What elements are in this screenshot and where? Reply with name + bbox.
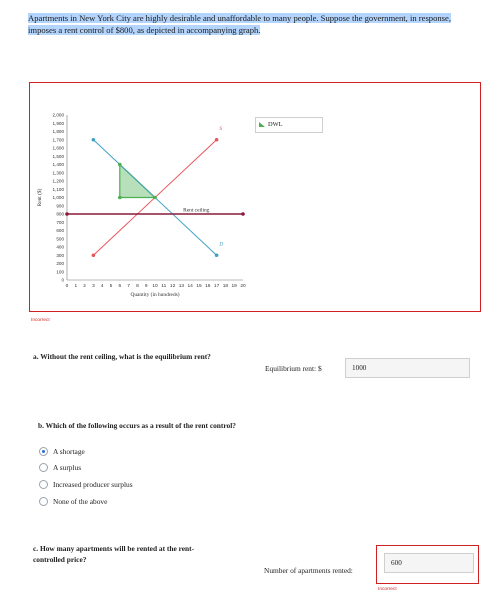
radio-selected-icon[interactable] — [39, 447, 48, 456]
x-tick-label: 11 — [161, 284, 167, 289]
x-tick-label: 16 — [205, 284, 211, 289]
y-axis-label: Rent ($) — [37, 188, 43, 207]
apartments-rented-label: Number of apartments rented: — [264, 566, 353, 575]
y-tick-label: 2,000 — [52, 112, 64, 118]
y-tick-label: 1,300 — [52, 170, 64, 176]
x-tick-label: 1 — [74, 284, 78, 289]
graph-panel — [29, 82, 481, 312]
x-tick-label: 8 — [136, 284, 139, 289]
x-tick-label: 13 — [178, 284, 185, 289]
x-tick-label: 7 — [127, 284, 130, 289]
y-tick-label: 100 — [56, 269, 64, 275]
y-tick-label: 1,800 — [52, 129, 64, 135]
x-tick-label: 17 — [213, 284, 220, 289]
x-tick-label: 4 — [100, 284, 104, 289]
y-tick-label: 700 — [56, 219, 64, 225]
y-tick-label: 200 — [56, 261, 64, 267]
data-point — [241, 212, 245, 216]
data-point — [215, 253, 219, 257]
option-none-of-the-above[interactable]: None of the above — [39, 496, 107, 508]
x-tick-label: 15 — [196, 284, 202, 289]
option-shortage[interactable]: A shortage — [39, 446, 85, 458]
rent-ceiling-label: Rent ceiling — [183, 207, 210, 214]
y-tick-label: 1,700 — [52, 137, 64, 143]
apartments-rented-input[interactable]: 600 — [384, 553, 474, 573]
x-tick-label: 9 — [144, 284, 148, 289]
graph-feedback: Incorrect — [31, 318, 50, 323]
data-point — [118, 196, 122, 200]
y-tick-label: 800 — [56, 211, 64, 217]
y-tick-label: 400 — [56, 244, 64, 250]
legend-dwl-label: DWL — [268, 121, 283, 128]
y-tick-label: 300 — [56, 252, 64, 258]
equilibrium-rent-input[interactable]: 1000 — [345, 358, 470, 378]
y-tick-label: 1,900 — [52, 120, 64, 126]
question-a-text: a. Without the rent ceiling, what is the equilibrium rent? — [33, 352, 211, 361]
x-tick-label: 10 — [152, 284, 158, 289]
radio-icon[interactable] — [39, 497, 48, 506]
equilibrium-rent-label: Equilibrium rent: $ — [265, 364, 322, 373]
x-tick-label: 0 — [65, 284, 69, 289]
y-tick-label: 900 — [56, 203, 64, 209]
x-tick-label: 3 — [92, 284, 95, 289]
y-tick-label: 0 — [61, 277, 64, 283]
y-tick-label: 1,100 — [52, 186, 64, 192]
y-tick-label: 1,600 — [52, 145, 64, 151]
radio-icon[interactable] — [39, 463, 48, 472]
data-point — [153, 196, 157, 200]
triangle-icon — [259, 122, 265, 127]
data-point — [118, 163, 122, 167]
legend-dwl[interactable] — [255, 117, 323, 133]
x-tick-label: 2 — [83, 284, 86, 289]
data-point — [92, 138, 96, 142]
x-tick-label: 5 — [109, 284, 113, 289]
x-tick-label: 20 — [240, 284, 246, 289]
y-tick-label: 1,400 — [52, 162, 64, 168]
y-tick-label: 500 — [56, 236, 64, 242]
y-tick-label: 1,000 — [52, 195, 64, 201]
answer-c-feedback: Incorrect — [378, 587, 397, 592]
radio-icon[interactable] — [39, 480, 48, 489]
option-surplus[interactable]: A surplus — [39, 462, 81, 474]
option-increased-producer-surplus[interactable]: Increased producer surplus — [39, 479, 133, 491]
x-tick-label: 19 — [231, 284, 237, 289]
x-tick-label: 18 — [222, 284, 229, 289]
intro-text: Apartments in New York City are highly desirable and unaffordable to many people. Suppose the government, in response, imposes a rent control of $800, as depicted in accompanying graph. — [28, 13, 451, 35]
question-c-text: c. How many apartments will be rented at the rent-controlled price? — [33, 544, 195, 564]
data-point — [92, 253, 96, 257]
x-tick-label: 14 — [187, 284, 193, 289]
x-tick-label: 12 — [169, 284, 176, 289]
data-point — [215, 138, 219, 142]
x-axis-label: Quantity (in hundreds) — [130, 292, 180, 298]
supply-label: S — [219, 125, 223, 132]
question-intro — [28, 12, 478, 36]
x-tick-label: 6 — [118, 284, 122, 289]
y-tick-label: 600 — [56, 228, 64, 234]
question-b-text: b. Which of the following occurs as a result of the rent control? — [38, 421, 236, 430]
y-tick-label: 1,500 — [52, 153, 64, 159]
demand-label: D — [219, 241, 224, 248]
y-tick-label: 1,200 — [52, 178, 64, 184]
data-point — [65, 212, 69, 216]
